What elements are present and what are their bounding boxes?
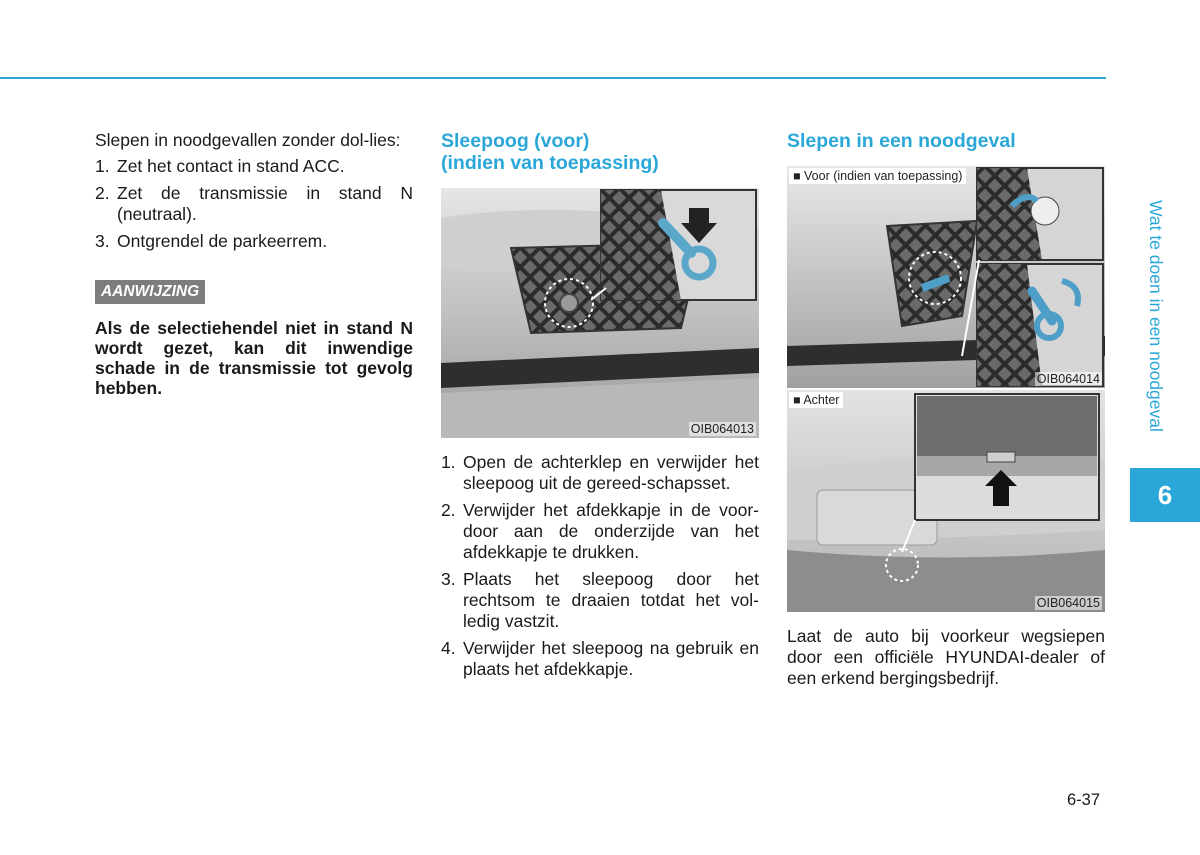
intro-text: Slepen in noodgevallen zonder dol-lies: (95, 130, 401, 150)
tow-hook-illustration (441, 188, 759, 438)
figure-caption: ■ Voor (indien van toepassing) (789, 168, 966, 184)
figure-front-tow-hook (441, 188, 759, 438)
column-3 (787, 130, 1105, 689)
list-item: 3. Plaats het sleepoog door het rechtsom te draaien totdat het vol-ledig vastzit. (441, 569, 759, 631)
note-badge: AANWIJZING (95, 280, 205, 304)
list-item: 4. Verwijder het sleepoog na gebruik en plaats het afdekkapje. (441, 638, 759, 679)
steps-list-1 (95, 156, 413, 252)
list-item: 1. Open de achterklep en verwijder het sleepoog uit de gereed-schapsset. (441, 452, 759, 493)
figure-caption: ■ Achter (789, 392, 843, 408)
dealer-advice-text: Laat de auto bij voorkeur wegsiepen door een officiële HYUNDAI-dealer of een erkend bergingsbedrijf. (787, 626, 1105, 688)
section-heading-tow-hook: Sleepoog (voor) (indien van toepassing) (441, 130, 659, 174)
list-item: 2. Zet de transmissie in stand N (neutraal). (95, 183, 413, 224)
front-towing-illustration (787, 166, 1105, 388)
chapter-title: Wat te doen in een noodgeval (1146, 200, 1166, 432)
column-1 (95, 130, 413, 398)
chapter-tab: 6 (1130, 468, 1200, 522)
list-item: 3. Ontgrendel de parkeerrem. (95, 231, 328, 251)
figure-front-towing (787, 166, 1105, 388)
rear-towing-illustration (787, 390, 1105, 612)
steps-list-2 (441, 452, 759, 680)
note-text: Als de selectiehendel niet in stand N wordt gezet, kan dit inwendige schade in de transmissie tot gevolg hebben. (95, 318, 413, 398)
figure-code: OIB064015 (1036, 596, 1100, 610)
figure-code: OIB064014 (1036, 372, 1100, 386)
page-number: 6-37 (1067, 791, 1101, 809)
section-heading-emergency-towing: Slepen in een noodgeval (787, 130, 1016, 152)
column-2 (441, 130, 759, 686)
figure-code: OIB064013 (690, 422, 754, 436)
figure-rear-towing (787, 390, 1105, 612)
top-rule (0, 77, 1106, 79)
list-item: 2. Verwijder het afdekkapje in de voor- door aan de onderzijde van het afdekkapje te drukken. (441, 500, 759, 562)
list-item: 1. Zet het contact in stand ACC. (95, 156, 345, 176)
